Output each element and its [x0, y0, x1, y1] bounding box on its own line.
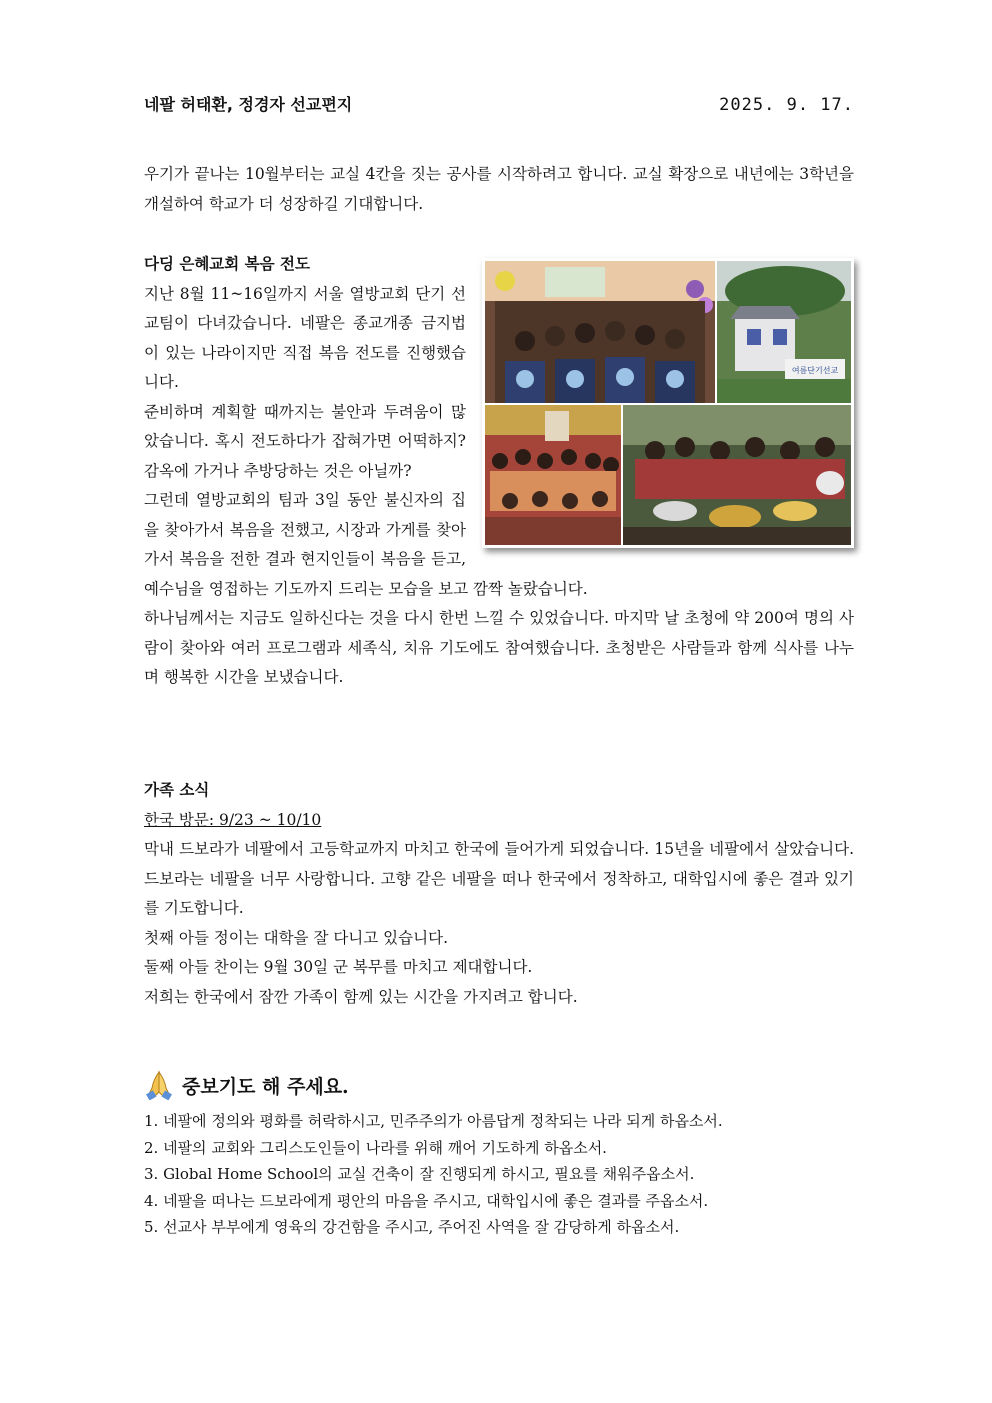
prayer-heading — [144, 1070, 854, 1100]
collage-svg — [485, 261, 851, 545]
evangelism-paragraph-4: 하나님께서는 지금도 일하신다는 것을 다시 한번 느낄 수 있었습니다. 마지막 날 초청에 약 200여 명의 사람이 찾아와 여러 프로그램과 세족식, 치유 기도에도 참여했습니다. 초청받은 사람들과 함께 식사를 나누며 행복한 시간을 보냈습니다. — [144, 609, 854, 686]
evangelism-paragraph-3: 그런데 열방교회의 팀과 3일 동안 불신자의 집을 찾아가서 복음을 전했고, 시장과 가게를 찾아가서 복음을 전한 결과 현지인들이 복음을 듣고, 예수님을 영접하는 기도까지 드리는 모습을 보고 깜짝 놀랐습니다. — [144, 491, 588, 598]
photo-church-building — [717, 261, 851, 403]
letter-header — [144, 92, 854, 115]
prayer-list — [144, 1108, 854, 1241]
family-section — [144, 776, 854, 1012]
photo-community-meal — [623, 405, 851, 545]
family-paragraph-1: 막내 드보라가 네팔에서 고등학교까지 마치고 한국에 들어가게 되었습니다. 15년을 네팔에서 살았습니다. 드보라는 네팔을 너무 사랑합니다. 고향 같은 네팔을 떠나 한국에서 정착하고, 대학입시에 좋은 결과 있기를 기도합니다. — [144, 840, 854, 917]
letter-date: 2025. 9. 17. — [719, 95, 854, 115]
evangelism-section — [144, 250, 854, 693]
prayer-item: 1. 네팔에 정의와 평화를 허락하시고, 민주주의가 아름답게 정착되는 나라 되게 하옵소서. — [144, 1112, 723, 1130]
prayer-item: 4. 네팔을 떠나는 드보라에게 평안의 마음을 주시고, 대학입시에 좋은 결과를 주옵소서. — [144, 1191, 709, 1210]
family-paragraph-3: 둘째 아들 찬이는 9월 30일 군 복무를 마치고 제대합니다. — [144, 958, 533, 976]
prayer-title: 중보기도 해 주세요. — [182, 1075, 349, 1098]
banner-label: 여름단기선교 — [791, 366, 839, 375]
letter-title: 네팔 허태환, 정경자 선교편지 — [144, 95, 353, 114]
family-paragraph-2: 첫째 아들 정이는 대학을 잘 다니고 있습니다. — [144, 928, 449, 947]
intro-paragraph: 우기가 끝나는 10월부터는 교실 4칸을 짓는 공사를 시작하려고 합니다. 교실 확장으로 내년에는 3학년을 개설하여 학교가 더 성장하길 기대합니다. — [144, 165, 854, 213]
prayer-item: 3. Global Home School의 교실 건축이 잘 진행되게 하시고, 필요를 채워주옵소서. — [144, 1165, 695, 1183]
prayer-item: 2. 네팔의 교회와 그리스도인들이 나라를 위해 깨어 기도하게 하옵소서. — [144, 1138, 607, 1157]
photo-worship-hall — [485, 261, 715, 403]
prayer-section — [144, 1070, 854, 1241]
prayer-item: 5. 선교사 부부에게 영육의 강건함을 주시고, 주어진 사역을 잘 감당하게 하옵소서. — [144, 1218, 680, 1236]
evangelism-title: 다딩 은혜교회 복음 전도 — [144, 255, 310, 273]
family-paragraph-4: 저희는 한국에서 잠깐 가족이 함께 있는 시간을 가지려고 합니다. — [144, 987, 578, 1006]
praying-hands-icon — [144, 1070, 174, 1100]
evangelism-paragraph-2: 준비하며 계획할 때까지는 불안과 두려움이 많았습니다. 혹시 전도하다가 잡혀가면 어떡하지? 감옥에 가거나 추방당하는 것은 아닐까? — [144, 402, 466, 480]
family-title: 가족 소식 — [144, 781, 210, 799]
evangelism-paragraph-1: 지난 8월 11~16일까지 서울 열방교회 단기 선교팀이 다녀갔습니다. 네팔은 종교개종 금지법이 있는 나라이지만 직접 복음 전도를 진행했습니다. — [144, 284, 466, 391]
photo-collage — [482, 258, 854, 548]
photo-group-children — [485, 405, 621, 545]
intro-section — [144, 160, 854, 219]
korea-visit-dates: 한국 방문: 9/23 ~ 10/10 — [144, 810, 322, 829]
